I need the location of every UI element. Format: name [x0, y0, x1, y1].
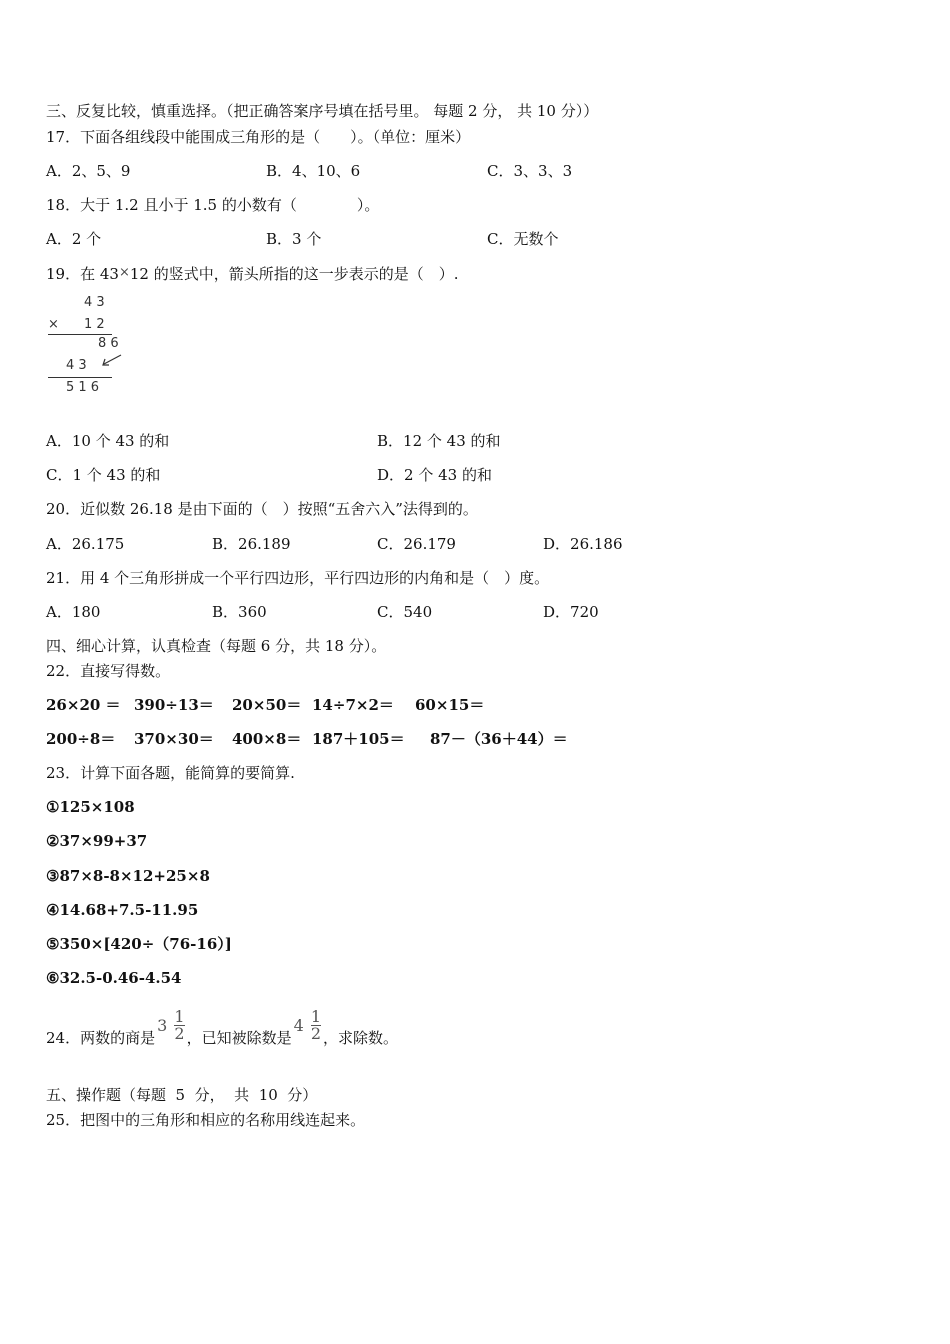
arrow-icon	[100, 353, 124, 369]
dividend-fraction	[310, 1006, 322, 1043]
q20-option-c: C．26.179	[377, 535, 456, 553]
multiplicand: 4 3	[84, 295, 105, 310]
q22-item: 400×8＝	[232, 730, 302, 748]
q24-stem	[46, 1003, 398, 1047]
vertical-multiplication-figure	[44, 293, 124, 397]
q22-item: 20×50＝	[232, 696, 302, 714]
product-result: 5 1 6	[66, 380, 100, 395]
q17-option-a: A．2、5、9	[46, 162, 131, 180]
q23-stem: 23．计算下面各题，能简算的要简算.	[46, 764, 295, 782]
dividend-numerator: 1	[310, 1006, 322, 1026]
q22-item: 87－（36＋44）＝	[430, 730, 568, 748]
q17-stem: 17．下面各组线段中能围成三角形的是（ ）。（单位：厘米）	[46, 128, 471, 146]
dividend-mixed-fraction	[293, 1006, 322, 1043]
q20-option-a: A．26.175	[46, 535, 125, 553]
q23-item: ④14.68+7.5-11.95	[46, 901, 199, 919]
q21-option-b: B．360	[212, 603, 267, 621]
q18-option-c: C．无数个	[487, 230, 559, 248]
q19-option-c: C．1 个 43 的和	[46, 466, 161, 484]
q18-stem: 18．大于 1.2 且小于 1.5 的小数有（ ）。	[46, 196, 380, 214]
q17-option-b: B．4、10、6	[266, 162, 361, 180]
q22-item: 26×20 ＝	[46, 696, 121, 714]
q23-item: ⑥32.5-0.46-4.54	[46, 969, 182, 987]
section-3-heading: 三、反复比较，慎重选择。（把正确答案序号填在括号里。 每题 2 分， 共 10 分））	[46, 102, 599, 120]
q24-text-b: ，已知被除数是	[186, 1028, 292, 1047]
q22-item: 14÷7×2＝	[312, 696, 394, 714]
quotient-mixed-fraction	[157, 1006, 185, 1043]
q22-item: 370×30＝	[134, 730, 214, 748]
rule-line-1	[48, 334, 112, 335]
section-5-heading: 五、操作题（每题 5 分， 共 10 分）	[46, 1086, 318, 1104]
q22-item: 200÷8＝	[46, 730, 116, 748]
quotient-numerator: 1	[174, 1006, 185, 1026]
q23-item: ①125×108	[46, 798, 135, 816]
multiply-sign: ×	[48, 317, 59, 332]
q23-item: ⑤350×[420÷（76-16）]	[46, 935, 232, 953]
q22-item: 187＋105＝	[312, 730, 405, 748]
q19-option-a: A．10 个 43 的和	[46, 432, 170, 450]
q19-stem-pre: 19．在 43	[46, 265, 119, 283]
q21-option-a: A．180	[46, 603, 101, 621]
q24-text-c: ，求除数。	[323, 1028, 399, 1047]
q20-option-b: B．26.189	[212, 535, 291, 553]
section-4-heading: 四、细心计算，认真检查（每题 6 分，共 18 分）。	[46, 637, 387, 655]
q20-option-d: D．26.186	[543, 535, 623, 553]
q23-item: ②37×99+37	[46, 832, 148, 850]
q21-option-c: C．540	[377, 603, 433, 621]
quotient-whole: 3	[157, 1015, 168, 1035]
q19-stem	[46, 263, 459, 284]
dividend-denominator: 2	[310, 1023, 322, 1043]
q19-stem-post: 12 的竖式中，箭头所指的这一步表示的是（ ）.	[129, 265, 459, 283]
partial-product-2: 4 3	[66, 358, 87, 373]
rule-line-2	[48, 377, 112, 378]
q21-option-d: D．720	[543, 603, 599, 621]
quotient-denominator: 2	[174, 1023, 185, 1043]
quotient-fraction	[174, 1006, 185, 1043]
q18-option-a: A．2 个	[46, 230, 102, 248]
q17-option-c: C．3、3、3	[487, 162, 573, 180]
q19-option-b: B．12 个 43 的和	[377, 432, 501, 450]
q19-option-d: D．2 个 43 的和	[377, 466, 492, 484]
q23-item: ③87×8-8×12+25×8	[46, 867, 210, 885]
partial-product-1: 8 6	[98, 336, 119, 351]
times-glyph: ×	[118, 265, 130, 280]
q25-stem: 25．把图中的三角形和相应的名称用线连起来。	[46, 1111, 366, 1129]
q20-stem: 20．近似数 26.18 是由下面的（ ）按照“五舍六入”法得到的。	[46, 500, 478, 518]
q22-item: 60×15＝	[415, 696, 485, 714]
q22-stem: 22．直接写得数。	[46, 662, 171, 680]
multiplier: 1 2	[84, 317, 105, 332]
q18-option-b: B．3 个	[266, 230, 322, 248]
q22-item: 390÷13＝	[134, 696, 214, 714]
q24-text-a: 24．两数的商是	[46, 1028, 156, 1047]
dividend-whole: 4	[293, 1015, 304, 1035]
q21-stem: 21．用 4 个三角形拼成一个平行四边形，平行四边形的内角和是（ ）度。	[46, 569, 550, 587]
